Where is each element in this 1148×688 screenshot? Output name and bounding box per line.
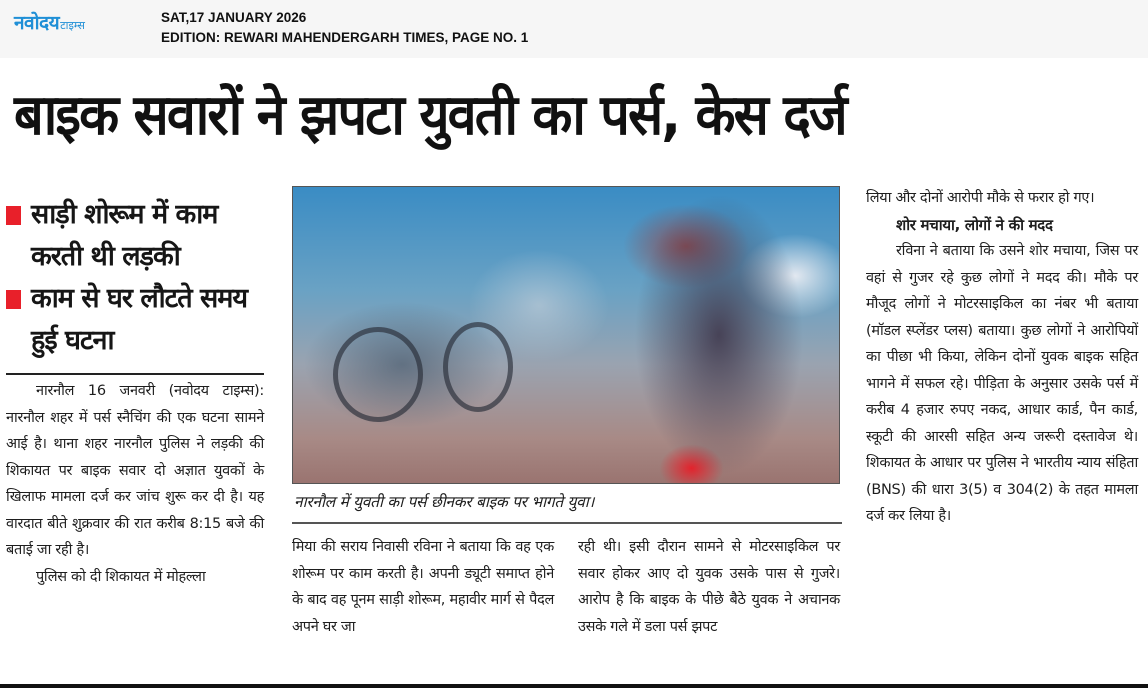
article-column-1 [6, 378, 264, 590]
article-column-2 [292, 534, 554, 640]
red-square-bullet-icon [6, 206, 21, 225]
article-paragraph: मिया की सराय निवासी रविना ने बताया कि वह एक शोरूम पर काम करती है। अपनी ड्यूटी समाप्त होने के बाद वह पूनम साड़ी शोरूम, महावीर मार्ग से पैदल अपने घर जा [292, 539, 554, 635]
edition-page: EDITION: REWARI MAHENDERGARH TIMES, PAGE NO. 1 [161, 30, 529, 45]
article-paragraph: लिया और दोनों आरोपी मौके से फरार हो गए। [866, 190, 1095, 206]
issue-date: SAT,17 JANUARY 2026 [161, 10, 307, 25]
article-paragraph: नारनौल 16 जनवरी (नवोदय टाइम्स): नारनौल शहर में पर्स स्नैचिंग की एक घटना सामने आई है। थाना शहर नारनौल पुलिस ने लड़की की शिकायत पर बाइक सवार दो अज्ञात युवकों के खिलाफ मामला दर्ज कर जांच शुरू कर दी है। यह वारदात बीते शुक्रवार की रात करीब 8:15 बजे की बताई जा रही है। [6, 383, 264, 558]
red-square-bullet-icon [6, 290, 21, 309]
photo-rickshaw-wheel [443, 322, 513, 412]
masthead-bar [0, 0, 1148, 58]
page-bottom-rule [0, 684, 1148, 688]
article-column-4 [866, 185, 1138, 530]
article-highlights [6, 194, 274, 362]
highlight-text: काम से घर लौटते समय हुई घटना [31, 283, 248, 356]
article-photo[interactable] [292, 186, 840, 484]
article-paragraph: पुलिस को दी शिकायत में मोहल्ला [36, 568, 206, 585]
article-paragraph: रविना ने बताया कि उसने शोर मचाया, जिस पर वहां से गुजर रहे कुछ लोगों ने मदद की। मौके पर मौजूद लोगों ने मोटरसाइकिल का नंबर भी बताया (मॉडल स्प्लेंडर प्लस) बताया। कुछ लोगों ने आरोपियों का पीछा भी किया, लेकिन दोनों युवक बाइक सहित भागने में सफल रहे। पीड़िता के अनुसार उसके पर्स में करीब 4 हजार रुपए नकद, आधार कार्ड, पैन कार्ड, स्कूटी की आरसी सहित अन्य जरूरी दस्तावेज थे। शिकायत के आधार पर पुलिस ने भारतीय न्याय संहिता (BNS) की धारा 3(5) व 304(2) के तहत मामला दर्ज कर लिया है। [866, 243, 1138, 524]
caption-divider [292, 522, 842, 524]
logo-sub-text: टाइम्स [60, 19, 85, 32]
edition-info [161, 8, 528, 48]
article-headline: बाइक सवारों ने झपटा युवती का पर्स, केस दर्ज [14, 83, 846, 148]
highlight-item [6, 194, 274, 278]
article-column-3 [578, 534, 840, 640]
article-paragraph: रही थी। इसी दौरान सामने से मोटरसाइकिल पर सवार होकर आए दो युवक उसके पास से गुजरे। आरोप है कि बाइक के पीछे बैठे युवक ने अचानक उसके गले में डला पर्स झपट [578, 539, 840, 635]
article-subheading: शोर मचाया, लोगों ने की मदद [896, 215, 1053, 234]
highlight-text: साड़ी शोरूम में काम करती थी लड़की [31, 199, 218, 272]
photo-rickshaw-wheel [333, 327, 423, 422]
photo-caption: नारनौल में युवती का पर्स छीनकर बाइक पर भागते युवा। [294, 493, 595, 511]
logo-main-text: नवोदय [14, 12, 60, 34]
newspaper-logo[interactable] [14, 9, 85, 34]
highlight-item [6, 278, 274, 362]
highlights-divider [6, 373, 264, 375]
